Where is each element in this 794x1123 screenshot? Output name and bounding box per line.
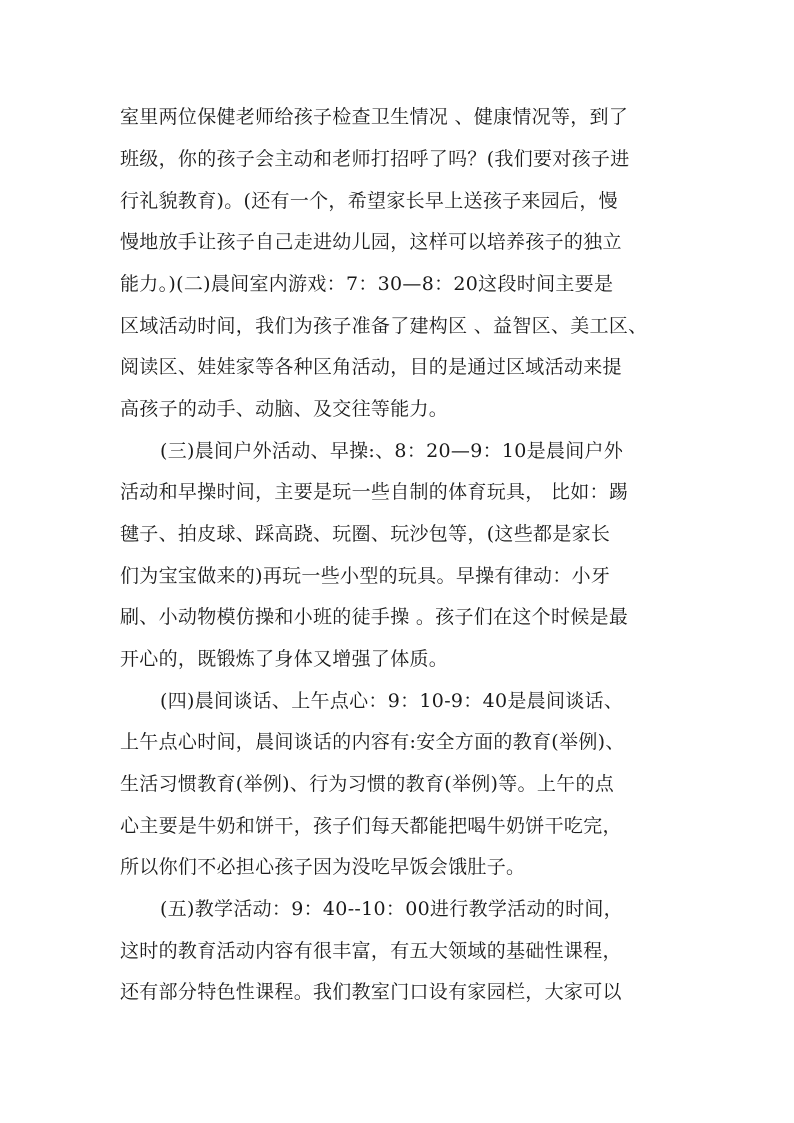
text-line: 开心的，既锻炼了身体又增强了体质。 <box>120 648 449 670</box>
text-line: 班级，你的孩子会主动和老师打招呼了吗？(我们要对孩子进 <box>120 148 630 170</box>
text-line: 还有部分特色性课程。我们教室门口设有家园栏，大家可以 <box>120 981 622 1003</box>
text-line: 所以你们不必担心孩子因为没吃早饭会饿肚子。 <box>120 856 526 878</box>
text-line: 区域活动时间，我们为孩子准备了建构区 、益智区、美工区、 <box>120 315 648 337</box>
text-line: 慢地放手让孩子自己走进幼儿园，这样可以培养孩子的独立 <box>120 231 622 253</box>
text-line: 生活习惯教育(举例)、行为习惯的教育(举例)等。上午的点 <box>120 773 615 795</box>
text-line: 心主要是牛奶和饼干，孩子们每天都能把喝牛奶饼干吃完， <box>120 815 622 837</box>
paragraph-first-line: (四)晨间谈话、上午点心：9：10-9：40是晨间谈话、 <box>160 690 624 712</box>
text-line: 行礼貌教育)。(还有一个，希望家长早上送孩子来园后，慢 <box>120 190 618 212</box>
text-line: 这时的教育活动内容有很丰富，有五大领域的基础性课程， <box>120 940 622 962</box>
text-line: 活动和早操时间，主要是玩一些自制的体育玩具， 比如：踢 <box>120 481 629 503</box>
text-line: 室里两位保健老师给孩子检查卫生情况 、健康情况等，到了 <box>120 106 629 128</box>
text-line: 刷、小动物模仿操和小班的徒手操 。孩子们在这个时候是最 <box>120 606 629 628</box>
paragraph-first-line: (三)晨间户外活动、早操:、8：20—9：10是晨间户外 <box>160 440 624 462</box>
text-line: 高孩子的动手、动脑、及交往等能力。 <box>120 398 449 420</box>
text-line: 上午点心时间，晨间谈话的内容有:安全方面的教育(举例)、 <box>120 731 625 753</box>
paragraph-first-line: (五)教学活动：9：40--10：00进行教学活动的时间， <box>160 898 623 920</box>
text-line: 能力。)(二)晨间室内游戏：7：30—8：20这段时间主要是 <box>120 273 614 295</box>
text-line: 阅读区、娃娃家等各种区角活动，目的是通过区域活动来提 <box>120 356 622 378</box>
text-line: 毽子、拍皮球、踩高跷、玩圈、玩沙包等，(这些都是家长 <box>120 523 611 545</box>
text-line: 们为宝宝做来的)再玩一些小型的玩具。早操有律动：小牙 <box>120 565 611 587</box>
